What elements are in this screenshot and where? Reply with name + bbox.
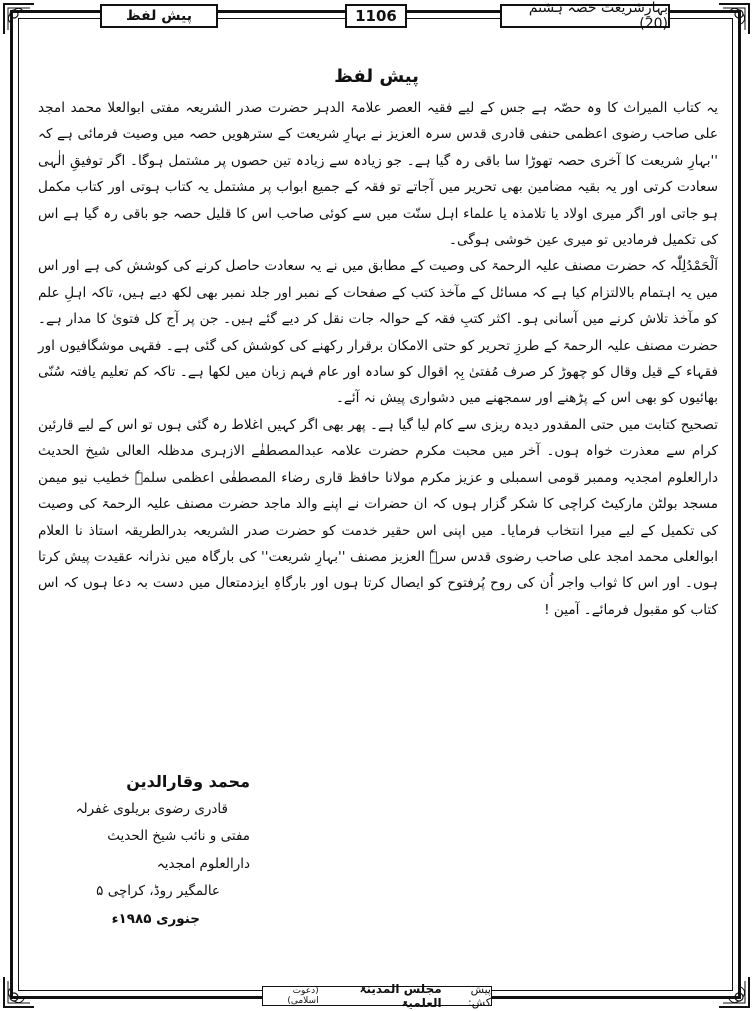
signature-line: قادری رضوی بریلوی غفرلہ: [75, 800, 228, 817]
corner-ornament-icon: [2, 975, 36, 1009]
signature-line: مفتی و نائب شیخ الحدیث دارالعلوم امجدیہ: [107, 828, 250, 872]
header-page-number: 1106: [345, 4, 407, 28]
body-text: [38, 95, 718, 623]
page-header: [0, 0, 753, 32]
paragraph: اَلْحَمْدُلِلّٰہ کہ حضرت مصنف علیہ الرحمۃ کی وصیت کے مطابق میں نے یہ سعادت حاصل کرنے کی کوشش کی ہے اور اس میں یہ اہتمام بالالتزام کیا ہے کہ مسائل کے مآخذ کتب کے صفحات کے نمبر اور جلد نمبر بھی لکھ دیے ہیں، تاکہ اہلِ علم کو مآخذ تلاش کرنے میں آسانی ہو۔ اکثر کتبِ فقہ کے حوالہ جات نقل کر دیے گئے ہیں۔ جن پر آج کل فتویٰ کا مدار ہے۔ حضرت مصنف علیہ الرحمۃ کے طرزِ تحریر کو حتی الامکان برقرار رکھنے کی کوشش کی گئی ہے۔ فقہی موشگافیوں اور فقہاء کے قیل وقال کو چھوڑ کر صرف مُفتیٰ بِہٖ اقوال کو سادہ اور عام فہم زبان میں لکھا ہے۔ تاکہ کم تعلیم یافتہ سُنّی بھائیوں کو بھی اس کے پڑھنے اور سمجھنے میں دشواری پیش نہ آئے۔: [38, 258, 718, 407]
paragraph: تصحیح کتابت میں حتی المقدور دیدہ ریزی سے کام لیا گیا ہے۔ پھر بھی اگر کہیں اغلاط رہ گئی ہوں تو اس کے لیے قارئین کرام سے معذرت خواہ ہوں۔ آخر میں محبت مکرم حضرت علامہ عبدالمصطفٰے الازہری مدظلہ العالی شیخ الحدیث دارالعلوم امجدیہ وممبر قومی اسمبلی و عزیز مکرم مولانا حافظ قاری رضاء المصطفٰی اعظمی سلمہٗ خطیب نیو میمن مسجد بولٹن مارکیٹ کراچی کا شکر گزار ہوں کہ ان حضرات نے اپنے والد ماجد حضرت مصنف علیہ الرحمۃ کی وصیت کی تکمیل کے لیے میرا انتخاب فرمایا۔ میں اپنی اس حقیر خدمت کو حضرت صدر الشریعہ بدرالطریقہ استاذ نا العلام ابوالعلی محمد امجد علی صاحب رضوی قدس سرہٗ العزیز مصنف ''بہارِ شریعت'' کی بارگاہ میں نذرانہ عقیدت پیش کرتا ہوں۔ اور اس کا ثواب واجر اُن کی روح پُرفتوح کو ایصال کرتا ہوں اور بارگاہِ ایزدمتعال میں دست بہ دعا ہوں کہ اس کتاب کو مقبول فرمائے۔ آمین !: [38, 416, 718, 618]
signature-address: عالمگیر روڈ، کراچی ۵: [96, 883, 220, 899]
footer-note: (دعوت اسلامی): [287, 986, 319, 1006]
header-book-title: بہارِشریعت حصہ ہشتم (20): [500, 4, 670, 28]
signature-block: [60, 768, 320, 933]
header-section-title: پیش لفظ: [100, 4, 218, 28]
paragraph: یہ کتاب المیراث کا وہ حصّہ ہے جس کے لیے فقیہ العصر علامۃ الدہر حضرت صدر الشریعہ مفتی ابوالعلا محمد امجد علی صاحب رضوی اعظمی حنفی قادری قدس سرہ العزیز نے بہارِ شریعت کے سترھویں حصہ میں وصیت فرمائی ہے کہ ''بہارِ شریعت کا آخری حصہ تھوڑا سا باقی رہ گیا ہے۔ جو زیادہ سے زیادہ تین حصوں پر مشتمل ہوگا۔ اگر توفیقِ الٰہی سعادت کرتی اور یہ بقیہ مضامین بھی تحریر میں آجاتے تو فقہ کے جمیع ابواب پر مشتمل یہ کتاب ہوتی اور کتاب مکمل ہو جاتی اور اگر میری اولاد یا تلامذہ یا علماء اہل سنّت میں سے کوئی صاحب اس کا قلیل حصہ جو باقی رہ گیا ہے اس کی تکمیل فرمادیں تو میری عین خوشی ہوگی۔: [38, 100, 718, 249]
footer-publisher: مجلس المدینۃ العلمیۃ: [359, 982, 442, 1010]
page-footer: [262, 982, 492, 1010]
corner-ornament-icon: [717, 975, 751, 1009]
page-title: پیش لفظ: [334, 66, 419, 87]
signature-name: محمد وقارالدین: [126, 772, 250, 791]
footer-prefix: پیش کش:: [468, 983, 491, 1009]
signature-date: جنوری ۱۹۸۵ء: [111, 910, 200, 927]
